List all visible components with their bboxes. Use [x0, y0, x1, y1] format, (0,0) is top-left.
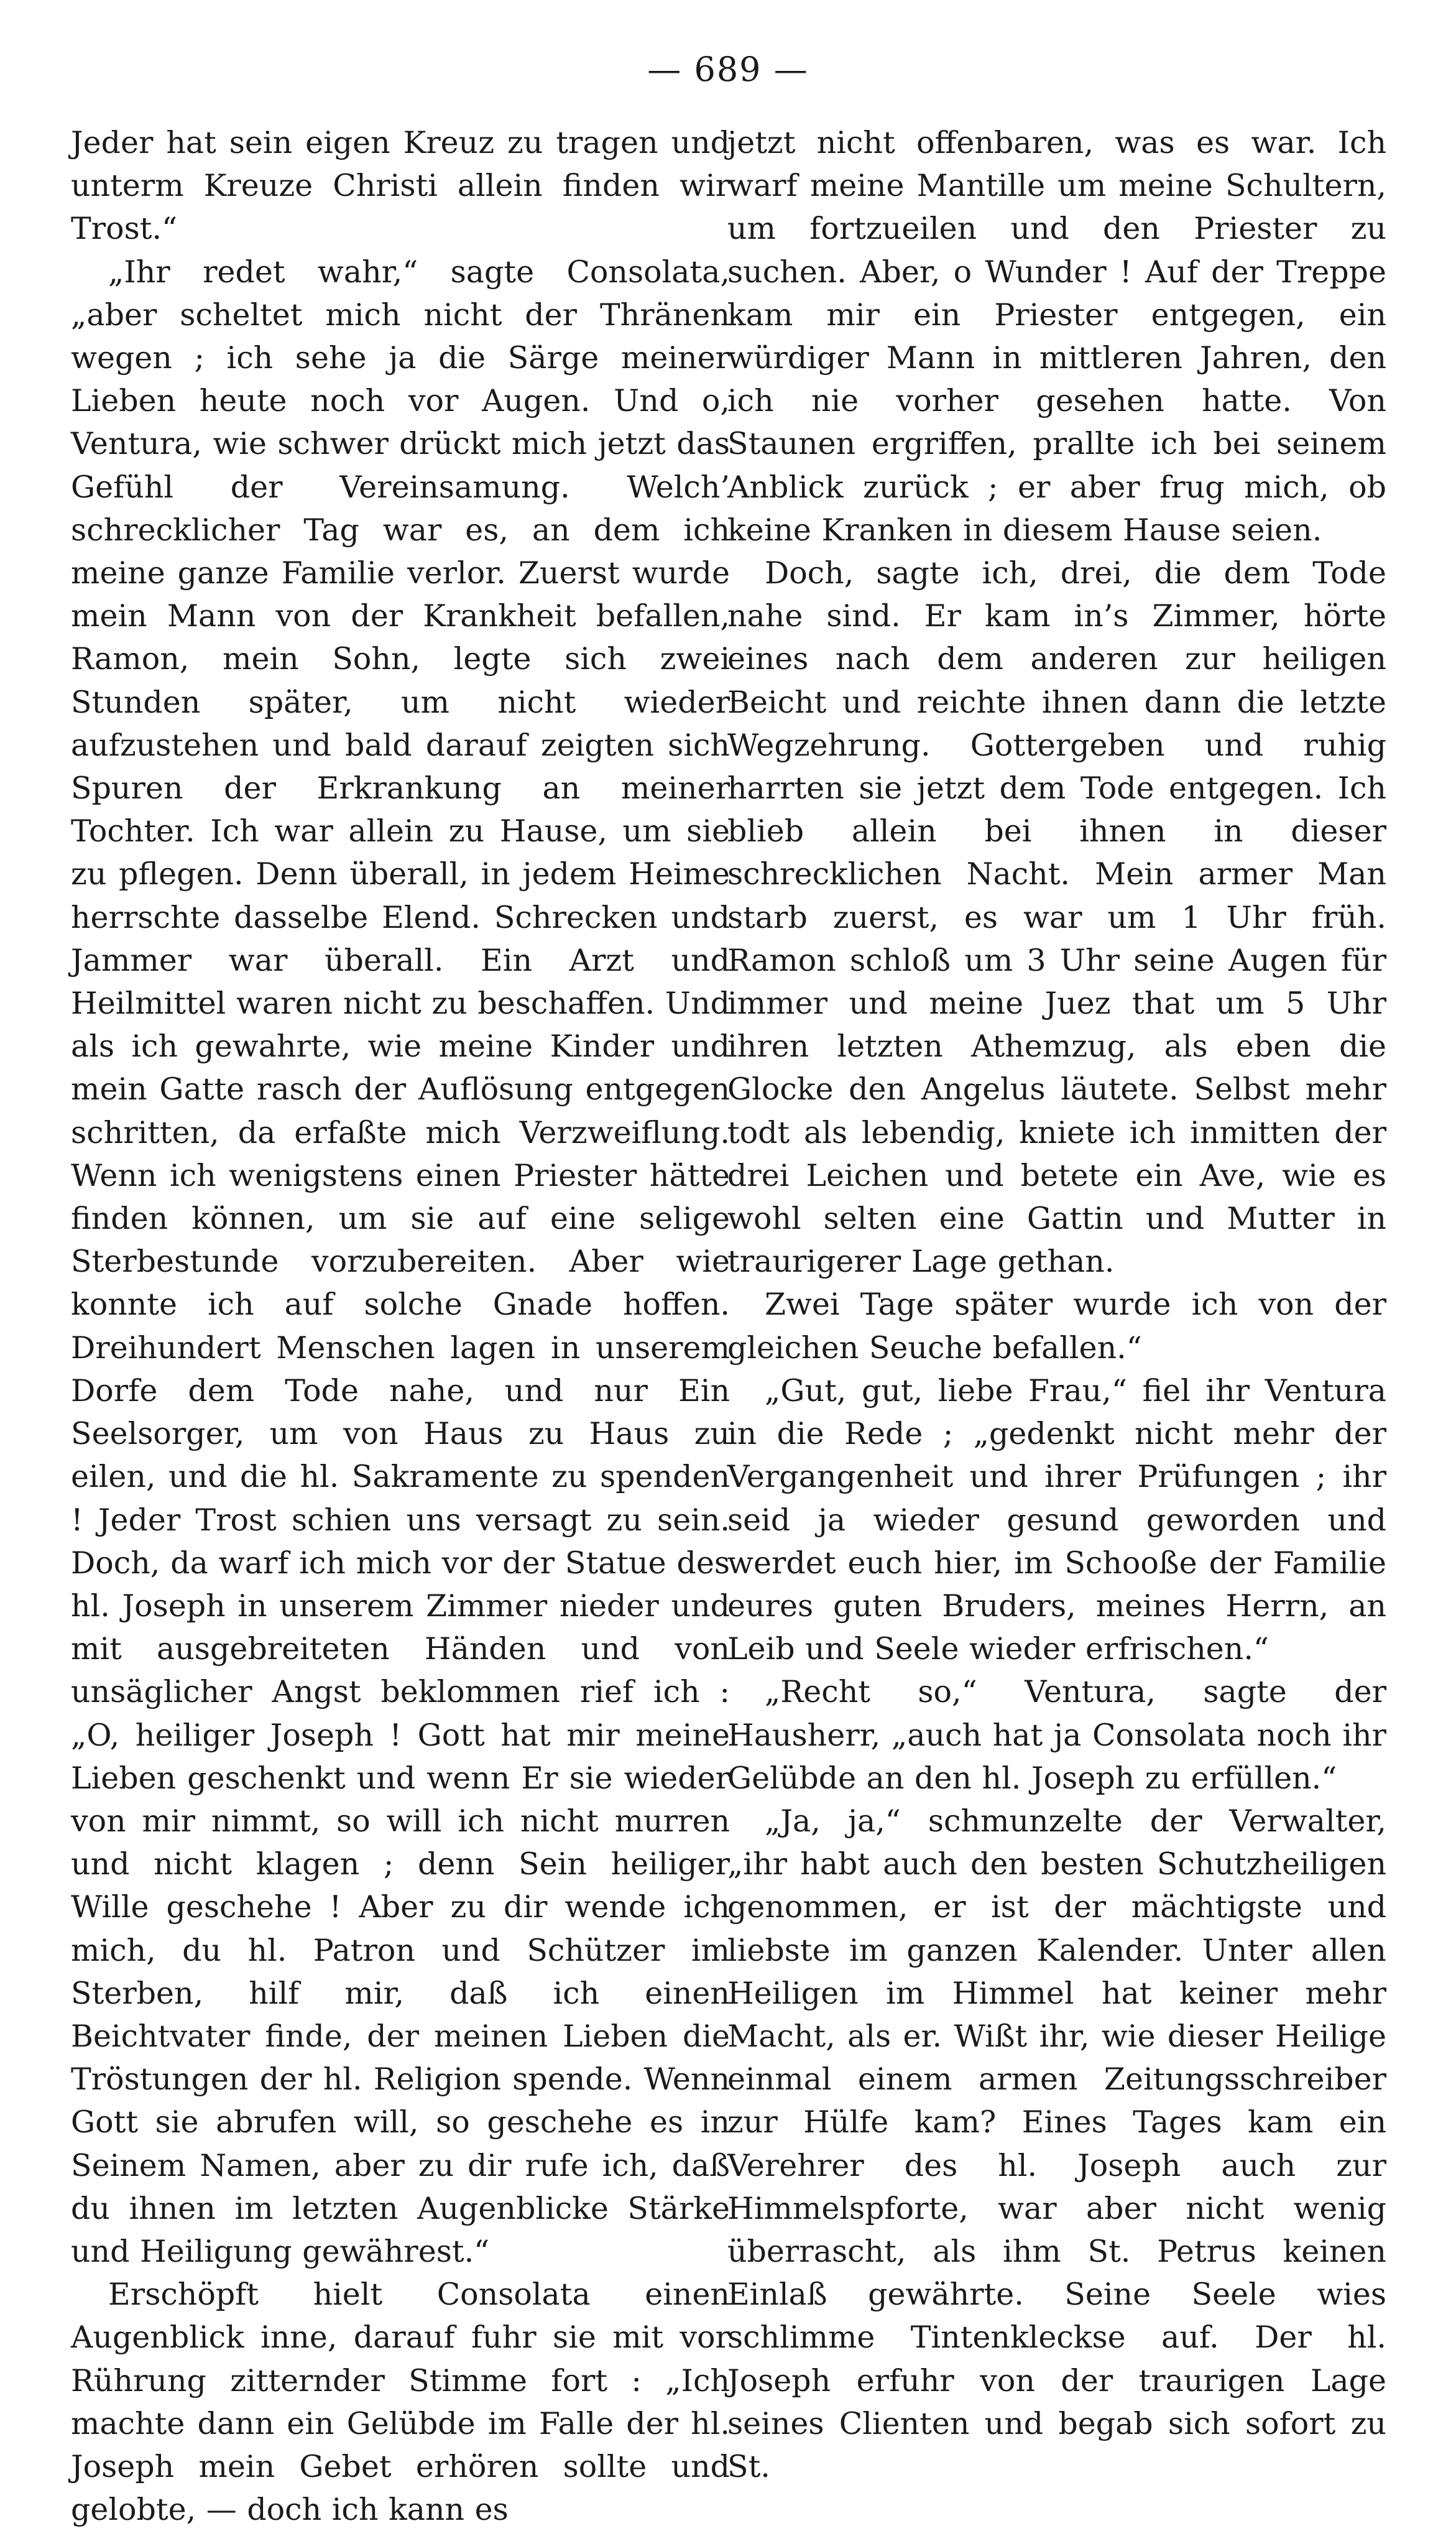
left-column: [71, 121, 730, 2531]
paragraph: „Ihr redet wahr,“ sagte Consolata, „aber scheltet mich nicht der Thränen wegen ; ich sehe ja die Särge meiner Lieben heute noch vor Augen. Und o, Ventura, wie schwer drückt mich jetzt das Gefühl der Vereinsamung. Welch’ schrecklicher Tag war es, an dem ich meine ganze Familie verlor. Zuerst wurde mein Mann von der Krankheit befallen, Ramon, mein Sohn, legte sich zwei Stunden später, um nicht wieder aufzustehen und bald darauf zeigten sich Spuren der Erkrankung an meiner Tochter. Ich war allein zu Hause, um sie zu pflegen. Denn überall, in jedem Heime herrschte dasselbe Elend. Schrecken und Jammer war überall. Ein Arzt und Heilmittel waren nicht zu beschaffen. Und als ich gewahrte, wie meine Kinder und mein Gatte rasch der Auflösung entgegen schritten, da erfaßte mich Verzweiflung. Wenn ich wenigstens einen Priester hätte finden können, um sie auf eine selige Sterbestunde vorzubereiten. Aber wie konnte ich auf solche Gnade hoffen. Dreihundert Menschen lagen in unserem Dorfe dem Tode nahe, und nur Ein Seelsorger, um von Haus zu Haus zu eilen, und die hl. Sakramente zu spenden ! Jeder Trost schien uns versagt zu sein. Doch, da warf ich mich vor der Statue des hl. Joseph in unserem Zimmer nieder und mit ausgebreiteten Händen und von unsäglicher Angst beklommen rief ich : „O, heiliger Joseph ! Gott hat mir meine Lieben geschenkt und wenn Er sie wieder von mir nimmt, so will ich nicht murren und nicht klagen ; denn Sein heiliger Wille geschehe ! Aber zu dir wende ich mich, du hl. Patron und Schützer im Sterben, hilf mir, daß ich einen Beichtvater finde, der meinen Lieben die Tröstungen der hl. Religion spende. Wenn Gott sie abrufen will, so geschehe es in Seinem Namen, aber zu dir rufe ich, daß du ihnen im letzten Augenblicke Stärke und Heiligung gewährest.“: [71, 254, 730, 2269]
paragraph: „Recht so,“ Ventura, sagte der Hausherr, „auch hat ja Consolata noch ihr Gelübde an den hl. Joseph zu erfüllen.“: [727, 1674, 1386, 1796]
paragraph: „Gut, gut, liebe Frau,“ fiel ihr Ventura in die Rede ; „gedenkt nicht mehr der Vergangenheit und ihrer Prüfungen ; ihr seid ja wieder gesund geworden und werdet euch hier, im Schooße der Familie eures guten Bruders, meines Herrn, an Leib und Seele wieder erfrischen.“: [727, 1372, 1386, 1667]
paragraph: „Ja, ja,“ schmunzelte der Verwalter, „ihr habt auch den besten Schutzheiligen genommen, er ist der mächtigste und liebste im ganzen Kalender. Unter allen Heiligen im Himmel hat keiner mehr Macht, als er. Wißt ihr, wie dieser Heilige einmal einem armen Zeitungsschreiber zur Hülfe kam? Eines Tages kam ein Verehrer des hl. Joseph auch zur Himmelspforte, war aber nicht wenig überrascht, als ihm St. Petrus keinen Einlaß gewährte. Seine Seele wies schlimme Tintenkleckse auf. Der hl. Joseph erfuhr von der traurigen Lage seines Clienten und begab sich sofort zu St.: [727, 1803, 1386, 2484]
paragraph: Erschöpft hielt Consolata einen Augenblick inne, darauf fuhr sie mit vor Rührung zitternder Stimme fort : „Ich machte dann ein Gelübde im Falle der hl. Joseph mein Gebet erhören sollte und gelobte, — doch ich kann es: [71, 2277, 730, 2528]
paragraph: Zwei Tage später wurde ich von der gleichen Seuche befallen.“: [727, 1287, 1386, 1366]
paragraph: jetzt nicht offenbaren, was es war. Ich warf meine Mantille um meine Schultern, um fortzueilen und den Priester zu suchen. Aber, o Wunder ! Auf der Treppe kam mir ein Priester entgegen, ein würdiger Mann in mittleren Jahren, den ich nie vorher gesehen hatte. Von Staunen ergriffen, prallte ich bei seinem Anblick zurück ; er aber frug mich, ob keine Kranken in diesem Hause seien.: [727, 125, 1386, 548]
paragraph: Doch, sagte ich, drei, die dem Tode nahe sind. Er kam in’s Zimmer, hörte eines nach dem anderen zur heiligen Beicht und reichte ihnen dann die letzte Wegzehrung. Gottergeben und ruhig harrten sie jetzt dem Tode entgegen. Ich blieb allein bei ihnen in dieser schrecklichen Nacht. Mein armer Man starb zuerst, es war um 1 Uhr früh. Ramon schloß um 3 Uhr seine Augen für immer und meine Juez that um 5 Uhr ihren letzten Athemzug, als eben die Glocke den Angelus läutete. Selbst mehr todt als lebendig, kniete ich inmitten der drei Leichen und betete ein Ave, wie es wohl selten eine Gattin und Mutter in traurigerer Lage gethan.: [727, 555, 1386, 1280]
paragraph: Jeder hat sein eigen Kreuz zu tragen und unterm Kreuze Christi allein finden wir Trost.“: [71, 125, 730, 247]
page-number: — 689 —: [647, 50, 809, 89]
right-column: [727, 121, 1386, 2488]
